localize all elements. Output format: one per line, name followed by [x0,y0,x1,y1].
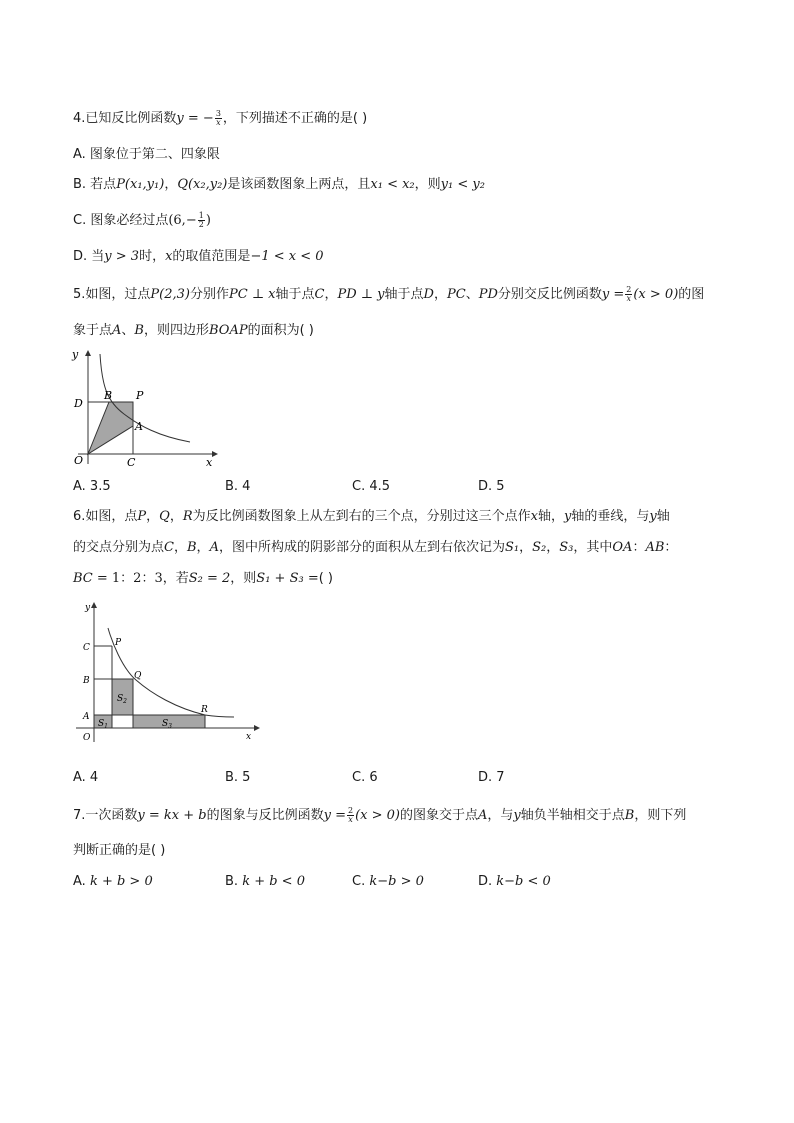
label-s1: $S_1$ [98,719,108,730]
q6-stem-line2: 的交点分别为点C，B，A，图中所构成的阴影部分的面积从左到右依次记为S₁，S₂，S₃，其中OA：AB： [73,540,678,555]
q6-stem-line1: 6.如图，点P，Q，R为反比例函数图象上从左到右的三个点，分别过这三个点作x轴，y轴的垂线，与y轴 [73,509,670,524]
q5-option-b: B. 4 [225,479,251,494]
label-c: C [83,643,90,653]
q5-option-d: D. 5 [478,479,505,494]
label-x: x [206,456,213,469]
q4-option-a: A. 图象位于第二、四象限 [73,147,220,162]
q7-option-b: B. k + b < 0 [225,874,305,889]
label-s2: $S_2$ [117,694,127,705]
label-b: B [83,676,90,686]
label-y: y [72,348,79,361]
y-axis-arrow [85,350,91,356]
q7-option-c: C. k−b > 0 [352,874,424,889]
label-o: O [74,454,84,467]
shaded-quadrilateral-boap [88,402,133,454]
q6-stem-line3: BC = 1：2：3，若S₂ = 2，则S₁ + S₃ =( ) [73,571,333,586]
q5-figure [66,344,226,472]
fraction: $\frac{1}{2}$ [198,211,204,229]
q4-option-d: D. 当y > 3时，x的取值范围是−1 < x < 0 [73,249,324,264]
q7-stem-line1: 7.一次函数y = kx + b的图象与反比例函数y = $\frac{2}{x}$ (x > 0)的图象交于点A，与y轴负半轴相交于点B，则下列 [73,806,687,824]
label-d: D [74,397,83,410]
y-axis-arrow [91,602,97,608]
label-c: C [127,456,136,469]
q6-option-c: C. 6 [352,770,378,785]
label-s3: $S_3$ [162,719,172,730]
q7-stem-line2: 判断正确的是( ) [73,843,166,858]
fraction: $\frac{2}{x}$ [626,285,632,303]
q6-option-b: B. 5 [225,770,251,785]
q5-stem-line1: 5.如图，过点P(2,3)分别作PC ⊥ x轴于点C，PD ⊥ y轴于点D，PC、PD分别交反比例函数y = $\frac{2}{x}$ (x > 0)的图 [73,285,705,303]
label-b: B [104,389,113,402]
label-q: Q [134,671,142,681]
label-a: A [83,712,90,722]
q6-option-a: A. 4 [73,770,99,785]
q7-option-d: D. k−b < 0 [478,874,551,889]
label-a: A [135,420,143,433]
label-o: O [83,733,91,743]
fraction: $\frac{2}{x}$ [348,806,354,824]
label-x: x [246,732,252,742]
fraction: $\frac{3}{x}$ [215,109,221,127]
q6-option-d: D. 7 [478,770,505,785]
label-y: y [85,603,91,613]
q4-option-c: C. 图象必经过点(6,− $\frac{1}{2}$ ) [73,211,211,229]
x-axis-arrow [212,451,218,457]
q5-option-a: A. 3.5 [73,479,111,494]
q4-stem: 4.已知反比例函数y = − $\frac{3}{x}$ ，下列描述不正确的是( ) [73,109,368,127]
label-p: P [136,389,144,402]
q5-option-c: C. 4.5 [352,479,391,494]
q4-option-b: B. 若点P(x₁,y₁)，Q(x₂,y₂)是该函数图象上两点，且x₁ < x₂，则y₁ < y₂ [73,177,485,192]
q5-stem-line2: 象于点A、B，则四边形BOAP的面积为( ) [73,323,314,338]
q7-option-a: A. k + b > 0 [73,874,153,889]
q6-figure [72,598,264,748]
label-p: P [115,638,122,648]
label-r: R [201,705,208,715]
x-axis-arrow [254,725,260,731]
